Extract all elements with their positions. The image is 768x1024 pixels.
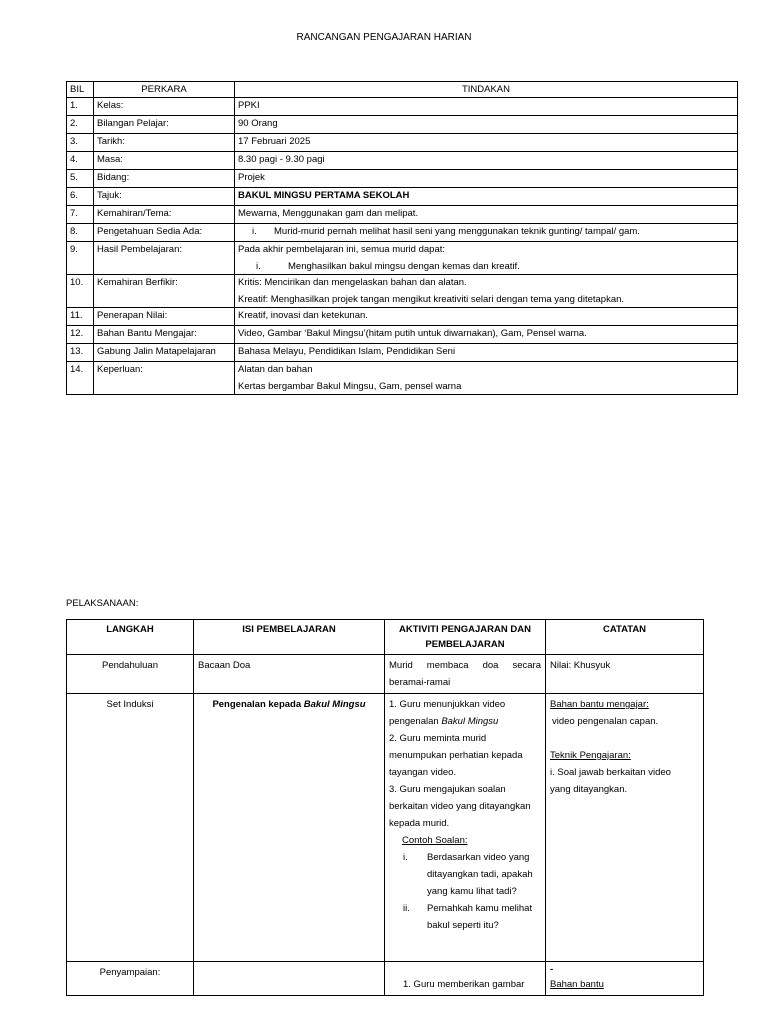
aktiviti-line: 3. Guru mengajukan soalan — [389, 784, 506, 795]
aktiviti-line: menumpukan perhatian kepada — [389, 750, 523, 761]
row-bil: 9. — [67, 242, 94, 275]
isi-cell — [194, 694, 385, 962]
row-perkara: Hasil Pembelajaran: — [94, 242, 235, 275]
row-tindakan-text-2: Menghasilkan bakul mingsu dengan kemas dan kreatif. — [288, 261, 520, 272]
isi-text-italic: Bakul Mingsu — [303, 699, 366, 710]
aktiviti-line: kepada murid. — [389, 818, 450, 829]
aktiviti-line: Murid membaca doa secara — [389, 660, 541, 671]
row-perkara: Bidang: — [94, 170, 235, 188]
isi-text: Pengenalan kepada — [212, 699, 304, 710]
row-bil: 1. — [67, 98, 94, 116]
table-row — [67, 275, 738, 308]
row-bil: 2. — [67, 116, 94, 134]
table-row — [67, 116, 738, 134]
aktiviti-cell — [385, 655, 546, 694]
table-row — [67, 962, 704, 996]
row-bil: 13. — [67, 344, 94, 362]
catatan-dash: - — [550, 964, 554, 975]
row-tindakan-text-2: Kertas bergambar Bakul Mingsu, Gam, pensel warna — [238, 381, 462, 392]
aktiviti-line: 1. Guru memberikan gambar — [403, 979, 525, 990]
row-tindakan: Mewarna, Menggunakan gam dan melipat. — [235, 206, 738, 224]
implementation-table — [66, 619, 704, 996]
list-number: i. — [252, 226, 257, 237]
aktiviti-cell — [385, 694, 546, 962]
header-perkara: PERKARA — [94, 82, 235, 98]
row-perkara: Kemahiran Berfikir: — [94, 275, 235, 308]
row-perkara: Bahan Bantu Mengajar: — [94, 326, 235, 344]
sub-line — [238, 260, 734, 273]
row-tindakan: PPKI — [235, 98, 738, 116]
row-bil: 10. — [67, 275, 94, 308]
row-bil: 3. — [67, 134, 94, 152]
row-perkara: Penerapan Nilai: — [94, 308, 235, 326]
row-perkara: Pengetahuan Sedia Ada: — [94, 224, 235, 242]
row-bil: 5. — [67, 170, 94, 188]
table-row — [67, 694, 704, 962]
isi-cell: Bacaan Doa — [194, 655, 385, 694]
catatan-line: Bahan bantu mengajar: — [550, 699, 649, 710]
row-tindakan: 90 Orang — [235, 116, 738, 134]
catatan-line: i. Soal jawab berkaitan video — [550, 767, 671, 778]
question-text: Berdasarkan video yang — [427, 852, 530, 863]
catatan-cell — [546, 694, 704, 962]
row-tindakan-text: Murid-murid pernah melihat hasil seni yang menggunakan teknik gunting/ tampal/ gam. — [274, 226, 640, 237]
question-text: bakul seperti itu? — [427, 920, 499, 931]
row-perkara: Kelas: — [94, 98, 235, 116]
aktiviti-cell — [385, 962, 546, 996]
list-number: i. — [256, 261, 261, 272]
aktiviti-line: tayangan video. — [389, 767, 457, 778]
aktiviti-text-italic: Bakul Mingsu — [441, 716, 499, 727]
header-bil: BIL — [67, 82, 94, 98]
row-perkara: Tajuk: — [94, 188, 235, 206]
langkah-cell: Pendahuluan — [67, 655, 194, 694]
row-bil: 6. — [67, 188, 94, 206]
question-text: ditayangkan tadi, apakah — [427, 869, 533, 880]
table-row — [67, 362, 738, 395]
aktiviti-line — [389, 713, 541, 730]
table-header-row — [67, 620, 704, 655]
header-tindakan: TINDAKAN — [235, 82, 738, 98]
table-row — [67, 170, 738, 188]
table-row — [67, 242, 738, 275]
lesson-info-table — [66, 81, 738, 395]
row-perkara: Kemahiran/Tema: — [94, 206, 235, 224]
row-perkara: Bilangan Pelajar: — [94, 116, 235, 134]
aktiviti-line: 2. Guru meminta murid — [389, 733, 487, 744]
row-tindakan-text: Pada akhir pembelajaran ini, semua murid dapat: — [238, 244, 446, 255]
row-bil: 4. — [67, 152, 94, 170]
isi-cell — [194, 962, 385, 996]
row-tindakan: Kreatif, inovasi dan ketekunan. — [235, 308, 738, 326]
catatan-line: Bahan bantu — [550, 979, 604, 990]
table-row — [67, 344, 738, 362]
row-tindakan: 8.30 pagi - 9.30 pagi — [235, 152, 738, 170]
list-number: ii. — [403, 903, 410, 914]
header-langkah: LANGKAH — [67, 620, 194, 655]
header-aktiviti: AKTIVITI PENGAJARAN DAN PEMBELAJARAN — [385, 620, 546, 655]
table-row — [67, 188, 738, 206]
row-tindakan: Video, Gambar ‘Bakul Mingsu’(hitam putih untuk diwarnakan), Gam, Pensel warna. — [235, 326, 738, 344]
catatan-cell: Nilai: Khusyuk — [546, 655, 704, 694]
row-perkara: Gabung Jalin Matapelajaran — [94, 344, 235, 362]
catatan-line: video pengenalan capan. — [552, 716, 659, 727]
row-bil: 8. — [67, 224, 94, 242]
row-tindakan: BAKUL MINGSU PERTAMA SEKOLAH — [235, 188, 738, 206]
row-bil: 12. — [67, 326, 94, 344]
catatan-line: Teknik Pengajaran: — [550, 750, 631, 761]
aktiviti-text: pengenalan — [389, 716, 442, 727]
question-item — [389, 849, 541, 866]
table-row — [67, 134, 738, 152]
table-row — [67, 224, 738, 242]
row-perkara: Keperluan: — [94, 362, 235, 395]
row-perkara: Masa: — [94, 152, 235, 170]
row-tindakan-text-2: Kreatif: Menghasilkan projek tangan mengikut kreativiti selari dengan tema yang ditetapkan. — [238, 294, 625, 305]
aktiviti-line: beramai-ramai — [389, 677, 451, 688]
catatan-line: yang ditayangkan. — [550, 784, 628, 795]
question-text: Pernahkah kamu melihat — [427, 903, 533, 914]
row-tindakan — [235, 275, 738, 308]
row-perkara: Tarikh: — [94, 134, 235, 152]
row-tindakan-text: Alatan dan bahan — [238, 364, 313, 375]
aktiviti-line: 1. Guru menunjukkan video — [389, 699, 506, 710]
row-tindakan — [235, 362, 738, 395]
langkah-cell: Penyampaian: — [67, 962, 194, 996]
table-row — [67, 326, 738, 344]
row-bil: 11. — [67, 308, 94, 326]
table-row — [67, 655, 704, 694]
row-tindakan — [235, 242, 738, 275]
catatan-cell — [546, 962, 704, 996]
row-tindakan — [235, 224, 738, 242]
page-title: RANCANGAN PENGAJARAN HARIAN — [296, 32, 472, 43]
langkah-cell: Set Induksi — [67, 694, 194, 962]
header-catatan: CATATAN — [546, 620, 704, 655]
table-row — [67, 152, 738, 170]
row-tindakan: 17 Februari 2025 — [235, 134, 738, 152]
table-header-row — [67, 82, 738, 98]
aktiviti-line: berkaitan video yang ditayangkan — [389, 801, 531, 812]
header-isi: ISI PEMBELAJARAN — [194, 620, 385, 655]
row-tindakan-text: Kritis: Mencirikan dan mengelaskan bahan dan alatan. — [238, 277, 467, 288]
pelaksanaan-label: PELAKSANAAN: — [66, 598, 139, 609]
contoh-soalan-label: Contoh Soalan: — [402, 835, 468, 846]
list-number: i. — [403, 852, 408, 863]
row-bil: 14. — [67, 362, 94, 395]
table-row — [67, 98, 738, 116]
question-text: yang kamu lihat tadi? — [427, 886, 517, 897]
table-row — [67, 308, 738, 326]
row-tindakan: Bahasa Melayu, Pendidikan Islam, Pendidikan Seni — [235, 344, 738, 362]
row-tindakan: Projek — [235, 170, 738, 188]
row-bil: 7. — [67, 206, 94, 224]
question-item — [389, 900, 541, 917]
table-row — [67, 206, 738, 224]
